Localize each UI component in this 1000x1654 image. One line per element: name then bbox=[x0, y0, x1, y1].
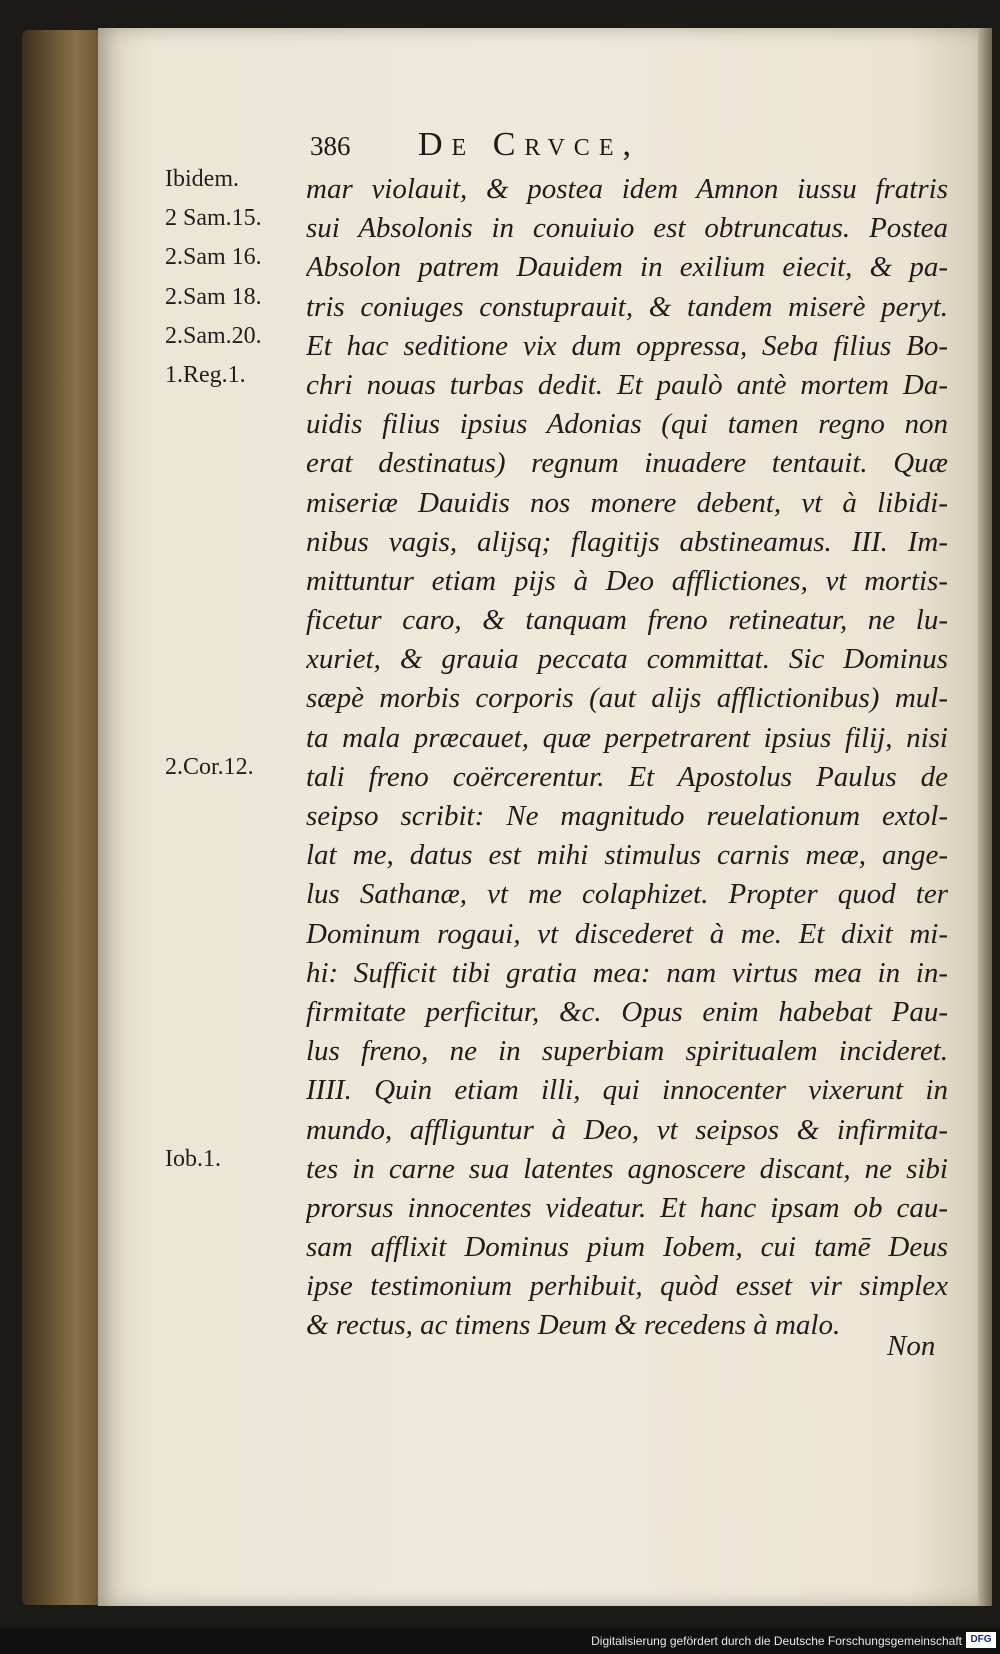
text-line: & rectus, ac timens Deum & recedens à malo. bbox=[306, 1309, 841, 1342]
text-line: sui Absolonis in conuiuio est obtruncatus. Postea bbox=[306, 212, 948, 245]
text-line: tris coniuges constuprauit, & tandem miserè peryt. bbox=[306, 290, 948, 323]
margin-note: 2.Sam 18. bbox=[165, 283, 262, 310]
text-line: Absolon patrem Dauidem in exilium eiecit, & pa- bbox=[306, 251, 948, 284]
text-line: lat me, datus est mihi stimulus carnis meæ, ange- bbox=[306, 839, 948, 872]
text-line: mittuntur etiam pijs à Deo afflictiones, vt mortis- bbox=[306, 564, 948, 597]
text-line: prorsus innocentes videatur. Et hanc ipsam ob cau- bbox=[306, 1191, 948, 1224]
page-right-edge bbox=[978, 28, 992, 1606]
text-line: Dominum rogaui, vt discederet à me. Et dixit mi- bbox=[306, 917, 948, 950]
text-line: ficetur caro, & tanquam freno retineatur, ne lu- bbox=[306, 604, 948, 637]
margin-note: Ibidem. bbox=[165, 166, 239, 192]
text-line: sæpè morbis corporis (aut alijs afflictionibus) mul- bbox=[306, 682, 948, 715]
text-line: chri nouas turbas dedit. Et paulò antè mortem Da- bbox=[306, 368, 948, 401]
text-line: uidis filius ipsius Adonias (qui tamen regno non bbox=[306, 408, 948, 441]
margin-note: 2 Sam.15. bbox=[165, 205, 262, 232]
text-line: firmitate perficitur, &c. Opus enim habebat Pau- bbox=[306, 995, 948, 1028]
text-line: miseriæ Dauidis nos monere debent, vt à libidi- bbox=[306, 486, 948, 519]
text-line: erat destinatus) regnum inuadere tentauit. Quæ bbox=[306, 447, 948, 480]
text-line: xuriet, & grauia peccata committat. Sic Dominus bbox=[306, 643, 948, 676]
page-number: 386 bbox=[310, 131, 351, 161]
text-line: lus Sathanæ, vt me colaphizet. Propter quod ter bbox=[306, 878, 948, 911]
margin-note: 2.Sam 16. bbox=[165, 244, 262, 271]
margin-note: 1.Reg.1. bbox=[165, 362, 246, 388]
footer-credit: Digitalisierung gefördert durch die Deutsche Forschungsgemeinschaft bbox=[591, 1634, 962, 1648]
margin-note: 2.Cor.12. bbox=[165, 754, 254, 780]
running-head bbox=[310, 126, 830, 164]
text-line: tali freno coërcerentur. Et Apostolus Paulus de bbox=[306, 760, 948, 793]
catchword: Non bbox=[887, 1330, 936, 1362]
text-line: lus freno, ne in superbiam spiritualem incideret. bbox=[306, 1035, 948, 1068]
text-line: mar violauit, & postea idem Amnon iussu fratris bbox=[306, 173, 948, 205]
margin-note: 2.Sam.20. bbox=[165, 322, 262, 349]
running-title: De Crvce, bbox=[418, 126, 640, 163]
text-line: sam afflixit Dominus pium Iobem, cui tamē Deus bbox=[306, 1231, 948, 1264]
text-line: tes in carne sua latentes agnoscere discant, ne sibi bbox=[306, 1152, 948, 1185]
text-line: ipse testimonium perhibuit, quòd esset vir simplex bbox=[306, 1270, 948, 1303]
text-line: nibus vagis, alijsq; flagitijs abstineamus. III. Im- bbox=[306, 525, 948, 558]
body-text bbox=[306, 170, 948, 1346]
text-line: hi: Sufficit tibi gratia mea: nam virtus mea in in- bbox=[306, 956, 948, 989]
text-line: Et hac seditione vix dum oppressa, Seba filius Bo- bbox=[306, 329, 948, 362]
text-line: IIII. Quin etiam illi, qui innocenter vixerunt in bbox=[306, 1074, 948, 1107]
text-line: seipso scribit: Ne magnitudo reuelationum extol- bbox=[306, 800, 948, 832]
margin-note: Iob.1. bbox=[165, 1146, 221, 1172]
text-line: ta mala præcauet, quæ perpetrarent ipsius filij, nisi bbox=[306, 721, 948, 754]
text-line: mundo, affliguntur à Deo, vt seipsos & infirmita- bbox=[306, 1113, 948, 1146]
dfg-logo: DFG bbox=[966, 1632, 996, 1648]
